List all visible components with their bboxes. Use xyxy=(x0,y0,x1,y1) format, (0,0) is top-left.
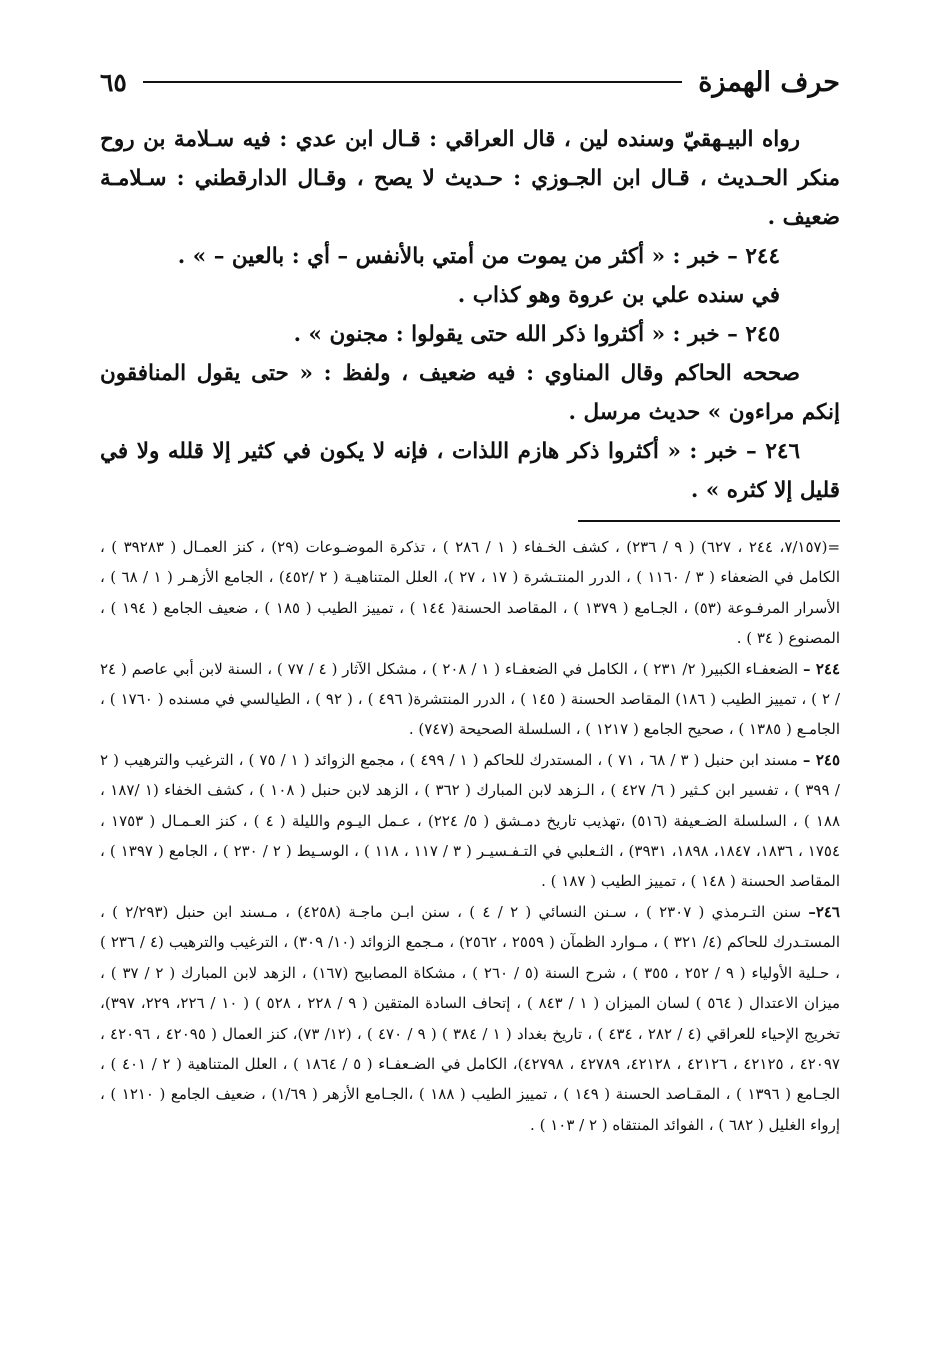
footnote-number: ٢٤٤ – xyxy=(802,659,840,678)
header-rule xyxy=(143,81,682,83)
footnote-separator xyxy=(578,520,840,522)
footnote-244 xyxy=(100,654,840,745)
footnote-number: ٢٤٦– xyxy=(808,902,840,921)
hadith-note-245: صححه الحاكم وقال المناوي : فيه ضعيف ، ولفظ : « حتى يقول المنافقون إنكم مراءون » حديث مرسل . xyxy=(100,361,840,425)
chapter-title: حرف الهمزة xyxy=(698,66,840,98)
footnote-text: الضعفـاء الكبير( ٢/ ٢٣١ ) ، الكامل في الضعفـاء ( ١ / ٢٠٨ ) ، مشكل الآثار ( ٤ / ٧٧ ) ، السنة لابن أبي عاصم ( ٢٤ / ٢ ) ، تمييز الطيب ( ١٨٦) المقاصد الحسنة ( ١٤٥ ) ، الدرر المنتشرة( ٤٩٦ ) ، ( ٩٢ ) ، الطيالسي في مسنده ( ١٧٦٠ ) ، الجامـع ( ١٣٨٥ ) ، صحيح الجامع ( ١٢١٧ ) ، السلسلة الصحيحة (٧٤٧) . xyxy=(100,659,841,739)
hadith-entry-244: ٢٤٤ – خبر : « أكثر من يموت من أمتي بالأنفس – أي : بالعين – » . xyxy=(177,244,780,269)
footnote-text: مسند ابن حنبل ( ٣ / ٦٨ ، ٧١ ) ، المستدرك للحاكم ( ١ / ٤٩٩ ) ، مجمع الزوائد ( ١ / ٧٥ ) ، الترغيب والترهيب ( ٢ / ٣٩٩ ) ، تفسير ابن كـثير ( ٦/ ٤٢٧ ) ، الـزهد لابن المبارك ( ٣٦٢ ) ، الزهد لابن حنبل ( ١٠٨ ) ، كشف الخفاء (١ /١٨٧ ، ١٨٨ ) ، السلسلة الضـعيفة (٥١٦) ،تهذيب تاريخ دمـشق ( ٥/ ٢٢٤) ، عـمل اليـوم والليلة ( ٤ ) ، كنز العـمـال ( ١٧٥٣ ، ١٧٥٤ ، ١٨٣٦، ١٨٤٧، ١٨٩٨، ٣٩٣١) ، الثـعلبي في التـفـسيـر ( ٣ / ١١٧ ، ١١٨ ) ، الوسـيط ( ٢ / ٢٣٠ ) ، الجامع ( ١٣٩٧ ) ، المقاصد الحسنة ( ١٤٨ ) ، تمييز الطيب ( ١٨٧ ) . xyxy=(100,750,841,891)
footnote-245 xyxy=(100,745,840,897)
paragraph-243-commentary: رواه البيـهقيّ وسنده لين ، قال العراقي : قـال ابن عدي : فيه سـلامة بن روح منكر الحـديث ، قـال ابن الجـوزي : حـديث لا يصح ، وقـال الدارقطني : سـلامـة ضعيف . xyxy=(100,127,840,230)
footnote-number: ٢٤٥ – xyxy=(802,750,840,769)
main-text xyxy=(100,120,840,510)
footnote-text: سنن التـرمذي ( ٢٣٠٧ ) ، سـنن النسائي ( ٢ / ٤ ) ، سنن ابـن ماجـة (٤٢٥٨) ، مـسند ابن حنبل (٢/٢٩٣ ) ، المستـدرك للحاكم (٤/ ٣٢١ ) ، مـوارد الظمآن ( ٢٥٥٩ ، ٢٥٦٢) ، مـجمع الزوائد (١٠/ ٣٠٩) ، الترغيب والترهيب (٤ / ٢٣٦ ) ، حـلية الأولياء ( ٩ / ٢٥٢ ، ٣٥٥ ) ، شرح السنة (٥ / ٢٦٠ ) ، مشكاة المصابيح (١٦٧) ، الزهد لابن المبارك ( ٢ / ٣٧ ) ، ميزان الاعتدال ( ٥٦٤ ) لسان الميزان ( ١ / ٨٤٣ ) ، إتحاف السادة المتقين ( ٩ / ٢٢٨ ، ٥٢٨ ) ( ١٠ / ٢٢٦، ٢٢٩، ٣٩٧)، تخريج الإحياء للعراقي (٤ / ٢٨٢ ، ٤٣٤ ) ، تاريخ بغداد ( ١ / ٣٨٤ ) ( ٩ / ٤٧٠ ) ، (١٢/ ٧٣)، كنز العمال ( ٤٢٠٩٥ ، ٤٢٠٩٦ ، ٤٢٠٩٧ ، ٤٢١٢٥ ، ٤٢١٢٦ ، ٤٢١٢٨، ٤٢٧٨٩ ، ٤٢٧٩٨)، الكامل في الضـعفـاء ( ٥ / ١٨٦٤ ) ، العلل المتناهية ( ٢ / ٤٠١ ) ، الجـامع ( ١٣٩٦ ) ، المقـاصد الحسنة ( ١٤٩ ) ، تمييز الطيب ( ١٨٨ ) ،الجـامع الأزهر ( ١/٦٩) ، ضعيف الجامع ( ١٢١٠ ) ، إرواء الغليل ( ٦٨٢ ) ، الفوائد المنتقاه ( ٢ / ١٠٣ ) . xyxy=(100,902,841,1134)
footnote-continued: =(٧/١٥٧، ٢٤٤ ، ٦٢٧) ( ٩ / ٢٣٦) ، كشف الخـفاء ( ١ / ٢٨٦ ) ، تذكرة الموضـوعات (٢٩) ، كنز العمـال ( ٣٩٢٨٣ ) ، الكامل في الضعفاء ( ٣ / ١١٦٠ ) ، الدرر المنتـشرة ( ١٧ ، ٢٧ )، العلل المتناهيـة ( ٢ /٤٥٢) ، الجامع الأزهـر ( ١ / ٦٨ ) ، الأسرار المرفـوعة (٥٣) ، الجـامع ( ١٣٧٩ ) ، المقاصد الحسنة( ١٤٤ ) ، تمييز الطيب ( ١٨٥ ) ، ضعيف الجامع ( ١٩٤ ) ، المصنوع ( ٣٤ ) . xyxy=(100,538,841,648)
hadith-note-244: في سنده علي بن عروة وهو كذاب . xyxy=(457,283,780,308)
running-header xyxy=(100,58,840,106)
hadith-entry-245: ٢٤٥ – خبر : « أكثروا ذكر الله حتى يقولوا : مجنون » . xyxy=(293,322,780,347)
page-number: ٦٥ xyxy=(100,67,127,97)
footnotes xyxy=(100,532,840,1140)
footnote-246 xyxy=(100,897,840,1140)
hadith-entry-246: ٢٤٦ – خبر : « أكثروا ذكر هازم اللذات ، فإنه لا يكون في كثير إلا قلله ولا في قليل إلا كثره » . xyxy=(100,439,840,503)
